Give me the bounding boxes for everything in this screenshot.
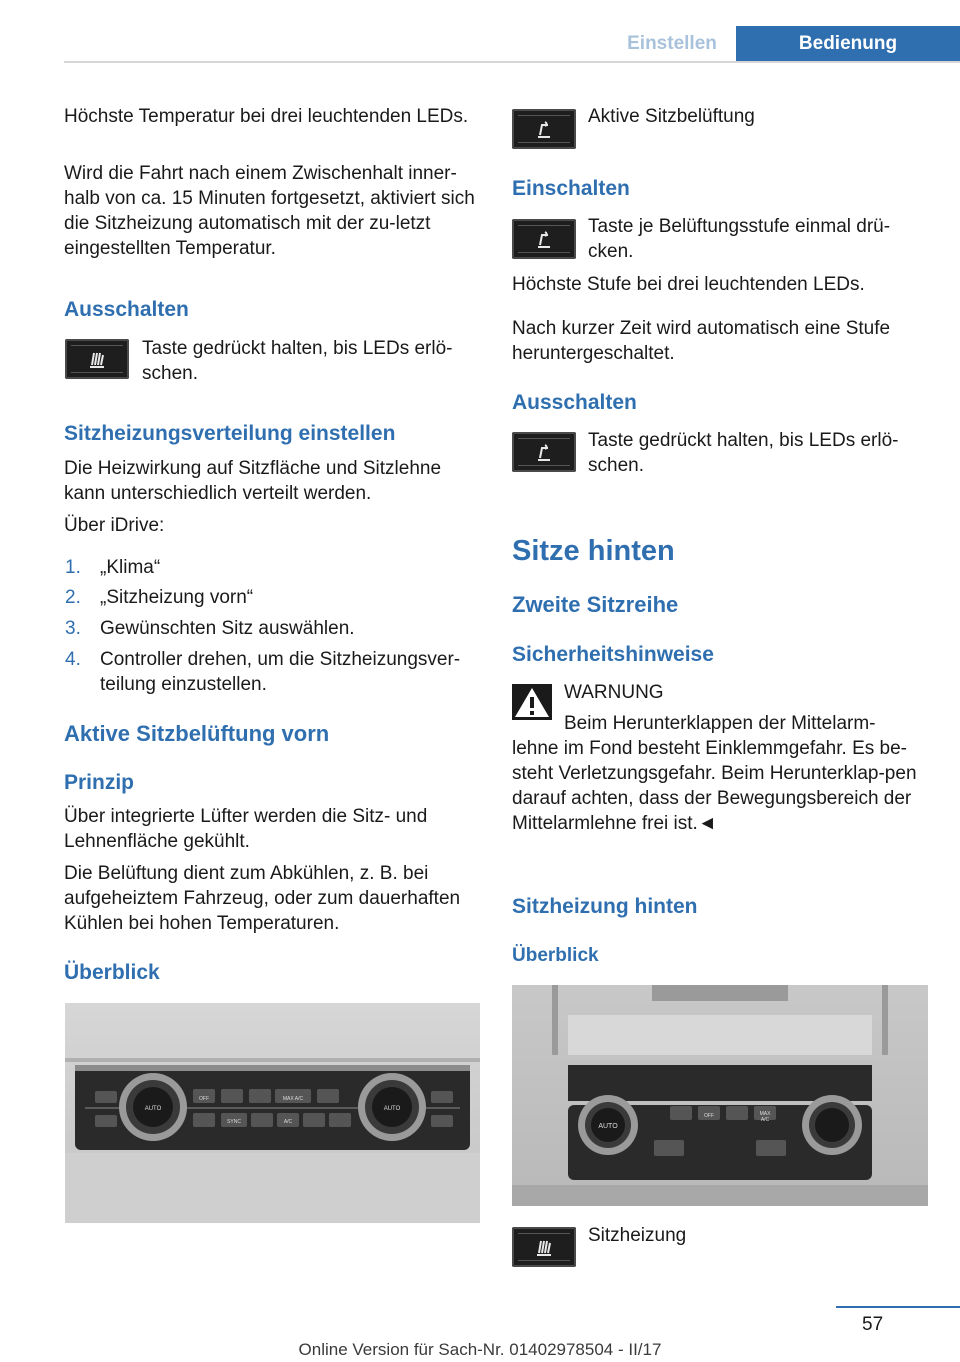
panel-max-ac-label: MAX A/C	[282, 1096, 304, 1102]
heading-ausschalten: Ausschalten	[64, 298, 189, 321]
panel-off-label: OFF	[199, 1096, 209, 1102]
sitzheizung-caption: Sitzheizung	[588, 1225, 687, 1246]
panel-auto-label: AUTO	[144, 1106, 162, 1112]
seat-ventilation-icon	[532, 440, 556, 464]
heading-sitzheizungsverteilung: Sitzheizungsverteilung einstellen	[64, 422, 396, 445]
tab-einstellen[interactable]: Einstellen	[610, 26, 734, 62]
rear-ac-label: A/C	[760, 1117, 770, 1123]
warnung-label: WARNUNG	[564, 682, 664, 703]
rear-auto-label: AUTO	[598, 1123, 618, 1130]
heading-ueberblick: Überblick	[64, 961, 160, 984]
warnung-text-first-line: Beim Herunterklappen der Mittelarm‐	[564, 713, 876, 734]
hoechste-stufe-text: Höchste Stufe bei drei leuchtenden LEDs.	[512, 274, 865, 295]
list-item-number: 2.	[65, 587, 81, 608]
header-divider	[64, 61, 960, 63]
seat-heating-icon	[85, 347, 109, 371]
list-item: „Sitzheizung vorn“	[100, 587, 254, 608]
rear-off-label: OFF	[704, 1113, 714, 1119]
belueftung-text: Die Belüftung dient zum Abkühlen, z. B. bei aufgeheiztem Fahrzeug, oder zum dauerhaften Kühlen bei hohen Temperaturen.	[64, 863, 461, 934]
paragraph-hoechste-temperatur: Höchste Temperatur bei drei leuchtenden LEDs.	[64, 106, 469, 127]
prinzip-text: Über integrierte Lüfter werden die Sitz- und Lehnenfläche gekühlt.	[64, 806, 428, 852]
footer-online-version: Online Version für Sach-Nr. 01402978504 - II/17	[298, 1340, 662, 1359]
seat-heating-button-image	[65, 339, 129, 379]
list-item-number: 3.	[65, 618, 81, 639]
heading-sicherheitshinweise: Sicherheitshinweise	[512, 643, 714, 666]
heading-aktive-sitzbelueftung: Aktive Sitzbelüftung vorn	[64, 721, 330, 746]
rear-climate-panel-photo	[512, 985, 928, 1206]
heading-prinzip: Prinzip	[64, 771, 135, 794]
seat-heating-icon	[532, 1235, 556, 1259]
ausschalten-right-text: Taste gedrückt halten, bis LEDs erlö‐schen.	[588, 430, 899, 476]
idrive-label: Über iDrive:	[64, 515, 165, 536]
footer-divider	[836, 1306, 960, 1308]
seat-ventilation-icon	[532, 117, 556, 141]
panel-ac-label: A/C	[283, 1119, 293, 1125]
list-item: „Klima“	[100, 557, 161, 578]
warnung-text: lehne im Fond besteht Einklemmgefahr. Es be‐steht Verletzungsgefahr. Beim Herunterklap‐pen darauf achten, dass der Bewegungsbereich der Mittelarmlehne frei ist.◄	[512, 738, 917, 834]
tab-bedienung[interactable]: Bedienung	[736, 26, 960, 62]
climate-panel-photo	[65, 1003, 480, 1223]
seat-ventilation-button-image	[512, 219, 576, 259]
verteilung-text: Die Heizwirkung auf Sitzfläche und Sitzlehne kann unterschiedlich verteilt werden.	[64, 458, 442, 504]
heading-ueberblick-right: Überblick	[512, 945, 599, 966]
list-item: Controller drehen, um die Sitzheizungsver‐teilung einzustellen.	[100, 649, 461, 695]
seat-heating-button-image	[512, 1227, 576, 1267]
list-item-number: 1.	[65, 557, 81, 578]
seat-ventilation-button-image	[512, 109, 576, 149]
einschalten-text: Taste je Belüftungsstufe einmal drü‐cken.	[588, 216, 891, 262]
heading-sitzheizung-hinten: Sitzheizung hinten	[512, 895, 698, 918]
panel-sync-label: SYNC	[227, 1119, 241, 1125]
list-item: Gewünschten Sitz auswählen.	[100, 618, 355, 639]
seat-ventilation-icon	[532, 227, 556, 251]
nach-kurzer-zeit-text: Nach kurzer Zeit wird automatisch eine Stufe heruntergeschaltet.	[512, 318, 891, 364]
paragraph-zwischenhalt: Wird die Fahrt nach einem Zwischenhalt inner‐halb von ca. 15 Minuten fortgesetzt, aktiviert sich die Sitzheizung automatisch mit der zu‐letzt eingestellten Temperatur.	[64, 163, 475, 259]
warning-icon	[512, 684, 552, 720]
heading-sitze-hinten: Sitze hinten	[512, 535, 675, 567]
panel-auto-label-right: AUTO	[383, 1106, 401, 1112]
rear-max-label: MAX	[759, 1111, 771, 1117]
ausschalten-text: Taste gedrückt halten, bis LEDs erlö‐schen.	[142, 338, 453, 384]
aktive-sitzbelueftung-caption: Aktive Sitzbelüftung	[588, 106, 755, 127]
heading-ausschalten-right: Ausschalten	[512, 391, 637, 414]
list-item-number: 4.	[65, 649, 81, 670]
page-number: 57	[862, 1314, 884, 1335]
heading-zweite-sitzreihe: Zweite Sitzreihe	[512, 592, 679, 617]
seat-ventilation-button-image	[512, 432, 576, 472]
heading-einschalten: Einschalten	[512, 177, 630, 200]
